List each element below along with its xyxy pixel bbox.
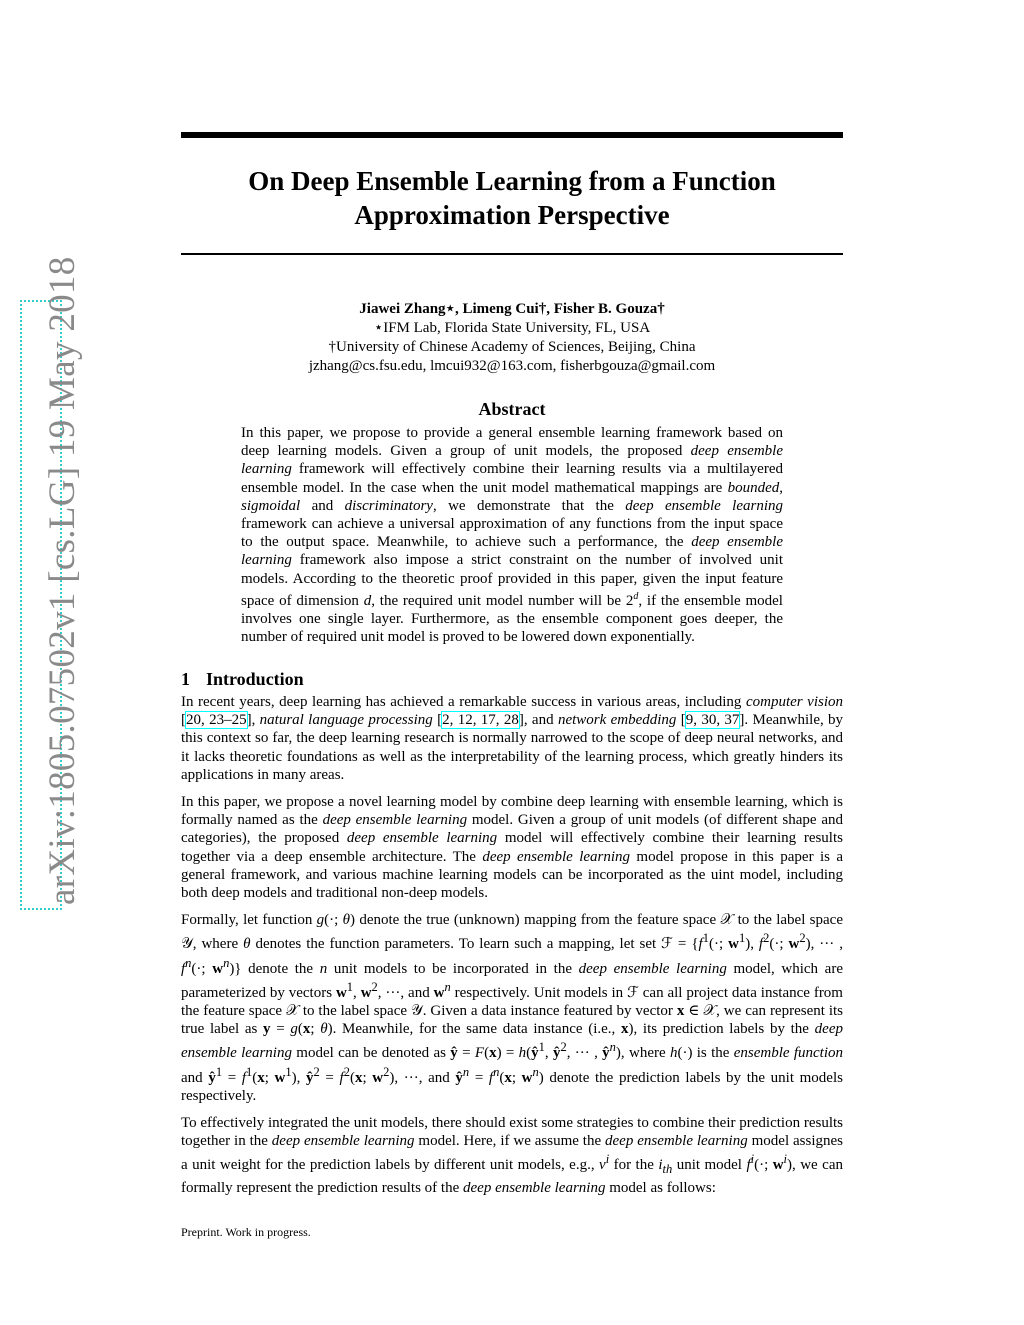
section-number: 1 (181, 669, 190, 689)
author-emails: jzhang@cs.fsu.edu, lmcui932@163.com, fisherbgouza@gmail.com (308, 358, 716, 374)
author-block (181, 300, 843, 376)
abstract-text: In this paper, we propose to provide a general ensemble learning framework based on deep learning models. Given a group of unit models, the proposed deep ensemble learning framework will effectively combine their learning results via a multilayered ensemble model. In the case when the unit model mathematical mappings are bounded, sigmoidal and discriminatory, we demonstrate that the deep ensemble learning framework can achieve a universal approximation of any functions from the input space to the output space. Meanwhile, to achieve such a performance, the deep ensemble learning framework also impose a strict constraint on the number of involved unit models. According to the theoretic proof provided in this paper, given the input feature space of dimension d, the required unit model number will be 2$^d$, if the ensemble model involves one single layer. Furthermore, as the ensemble component goes deeper, the number of required unit model is proved to be lowered down exponentially. (241, 425, 783, 646)
author-names: Jiawei Zhang⋆, Limeng Cui†, Fisher B. Gouza† (359, 301, 665, 317)
section-title: Introduction (206, 669, 304, 689)
introduction-body (181, 693, 843, 1206)
intro-paragraph-3: Formally, let function g(·; θ) denote the true (unknown) mapping from the feature space 𝒳 to the label space 𝒴, where θ denotes the function parameters. To learn such a mapping, let set ℱ = {$f^1(\cdot$; $w^1$), $f^2(\cdot$; $w^2$), ··· , $f^n(\cdot$; $w^n$)} denote the n unit models to be incorporated in the deep ensemble learning model, which are parameterized by vectors $w^1$, $w^2$, ···, and $w^n$ respectively. Unit models in ℱ can all project data instance from the feature space 𝒳 to the label space 𝒴. Given a data instance featured by vector x ∈ 𝒳, we can represent its true label as y = g(x; θ). Meanwhile, for the same data instance (i.e., x), its prediction labels by the deep ensemble learning model can be denoted as ŷ = $F(x) = h(ŷ^1$, $ŷ^2$, ··· , $ŷ^n$), where h(·) is the ensemble function and $ŷ^1 = f^1(x$; $w^1$), $ŷ^2 = f^2(x$; $w^2$), ···, and $ŷ^n = f^n(x$; $w^n$) denote the prediction labels by the unit models respectively. (181, 912, 844, 1104)
title-line-2: Approximation Perspective (354, 200, 670, 230)
title-rule-top (181, 132, 843, 138)
paper-title (181, 164, 843, 232)
title-rule-bottom (181, 253, 843, 255)
intro-paragraph-1: In recent years, deep learning has achieved a remarkable success in various areas, including computer vision [20, 23–25], natural language processing [2, 12, 17, 28], and network embedding [9, 30, 37]. Meanwhile, by this context so far, the deep learning research is normally narrowed to the scope of deep neural networks, and it lacks theoretic foundations as well as the interpretability of the learning process, which greatly hinders its applications in many areas. (181, 694, 844, 783)
intro-paragraph-2: In this paper, we propose a novel learning model by combine deep learning with ensemble learning, which is formally named as the deep ensemble learning model. Given a group of unit models (of different shape and categories), the proposed deep ensemble learning model will effectively combine their learning results together via a deep ensemble architecture. The deep ensemble learning model propose in this paper is a general framework, and various machine learning models can be incorporated as the uint model, including both deep models and traditional non-deep models. (181, 794, 843, 902)
abstract-heading: Abstract (478, 399, 546, 419)
intro-paragraph-4: To effectively integrated the unit models, there should exist some strategies to combine their prediction results together in the deep ensemble learning model. Here, if we assume the deep ensemble learning model assignes a unit weight for the prediction labels by different unit models, e.g., $v^i$ for the $i_{th}$ unit model $f^i(\cdot$; $w^i$), we can formally represent the prediction results of the deep ensemble learning model as follows: (181, 1115, 843, 1196)
preprint-footer: Preprint. Work in progress. (181, 1225, 311, 1239)
citation-link-nlp[interactable]: 2, 12, 17, 28 (442, 712, 519, 729)
arxiv-stamp: arXiv:1805.07502v1 [cs.LG] 19 May 2018 (42, 256, 83, 905)
title-line-1: On Deep Ensemble Learning from a Function (248, 166, 776, 196)
section-heading-introduction (181, 669, 304, 690)
citation-link-cv[interactable]: 20, 23–25 (186, 712, 247, 729)
affiliation-2: †University of Chinese Academy of Sciences, Beijing, China (328, 339, 696, 355)
affiliation-1: ⋆IFM Lab, Florida State University, FL, USA (373, 320, 651, 336)
citation-link-ne[interactable]: 9, 30, 37 (685, 712, 740, 729)
